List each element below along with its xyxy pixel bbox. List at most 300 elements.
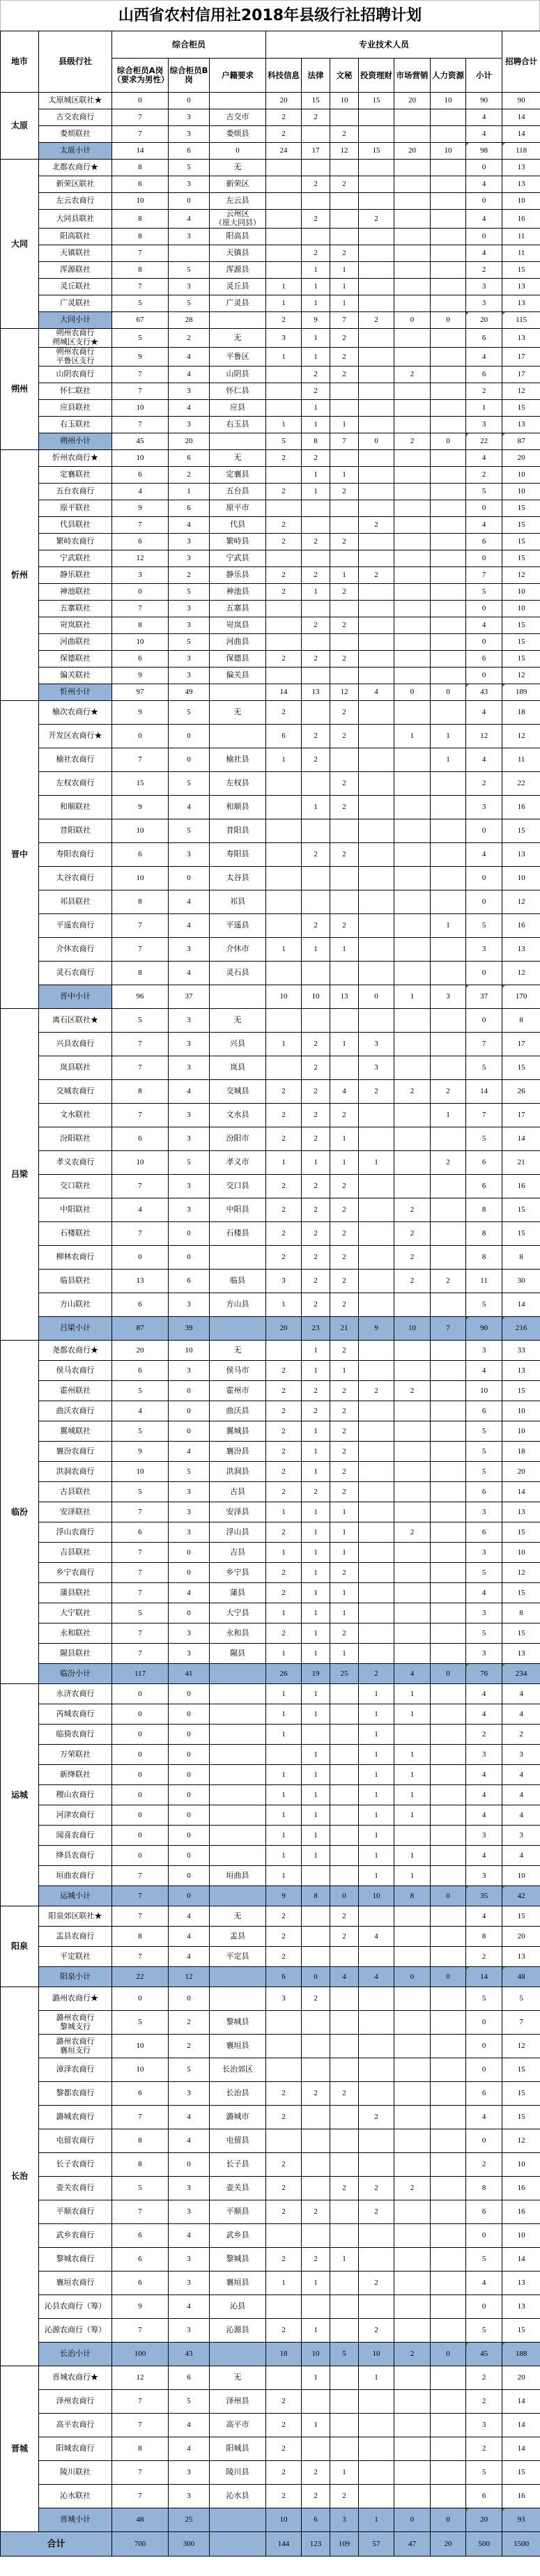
investment-cell [359,126,394,143]
teller-b-cell: 0 [169,1886,210,1906]
marketing-cell [394,1947,431,1967]
investment-cell [359,1341,394,1361]
total-cell: 216 [502,1317,540,1341]
hr-cell [431,295,466,312]
teller-b-cell: 28 [169,312,210,329]
teller-a-cell: 5 [112,2177,169,2200]
table-row [1,2200,540,2224]
total-cell: 14 [502,2248,540,2272]
bank-cell: 屯留农商行 [39,2129,112,2153]
total-cell: 15 [502,550,540,567]
bank-cell: 漳泽农商行 [39,2058,112,2082]
table-row [1,1684,540,1704]
investment-cell [359,2461,394,2485]
it-cell: 2 [266,1246,302,1270]
law-cell: 1 [302,1442,330,1462]
teller-b-cell: 5 [169,772,210,796]
hukou-cell: 无 [210,1906,266,1927]
teller-b-cell: 3 [169,1033,210,1056]
bank-cell: 交城农商行 [39,1080,112,1104]
marketing-cell: 2 [394,1522,431,1543]
teller-b-cell: 3 [169,1198,210,1222]
hr-cell [431,400,466,417]
bank-cell: 平定联社 [39,1947,112,1967]
bank-cell: 定襄联社 [39,467,112,484]
subtotal-cell: 500 [466,2532,502,2556]
secretary-cell [330,1947,359,1967]
secretary-cell: 1 [330,1543,359,1563]
it-cell [266,634,302,651]
bank-cell: 神池联社 [39,584,112,601]
law-cell [302,634,330,651]
teller-b-cell: 4 [169,2224,210,2248]
region-label: 长治 [1,1987,39,2366]
total-cell: 15 [502,1222,540,1246]
table-row [1,1947,540,1967]
table-row [1,1341,540,1361]
secretary-cell [330,819,359,843]
table-row [1,634,540,651]
bank-cell: 代县联社 [39,517,112,534]
law-cell [302,1725,330,1745]
investment-cell: 2 [359,2106,394,2129]
law-cell: 1 [302,1624,330,1644]
subtotal-cell: 2 [466,1725,502,1745]
header-law: 法律 [302,59,330,93]
it-cell: 2 [266,1401,302,1421]
hr-cell [431,1175,466,1198]
hr-cell: 0 [431,1664,466,1684]
bank-cell: 文水联社 [39,1104,112,1127]
it-cell: 2 [266,701,302,725]
law-cell: 123 [302,2532,330,2556]
secretary-cell: 1 [330,1644,359,1664]
bank-cell: 万荣联社 [39,1745,112,1765]
hr-cell [431,2437,466,2461]
total-cell: 16 [502,2200,540,2224]
bank-cell: 偏关联社 [39,668,112,684]
marketing-cell [394,450,431,467]
total-cell: 15 [502,534,540,550]
investment-cell [359,1198,394,1222]
law-cell: 1 [302,1826,330,1846]
marketing-cell [394,210,431,229]
table-row [1,890,540,914]
subtotal-cell: 3 [466,279,502,295]
teller-b-cell: 5 [169,1151,210,1175]
law-cell: 1 [302,1684,330,1704]
hr-cell: 1 [431,748,466,772]
bank-cell: 高平农商行 [39,2414,112,2437]
teller-a-cell: 8 [112,2129,169,2153]
table-row [1,450,540,467]
total-cell: 42 [502,1886,540,1906]
bank-cell: 左云农商行 [39,193,112,210]
investment-cell [359,348,394,367]
teller-a-cell: 8 [112,2153,169,2177]
teller-b-cell: 43 [169,2343,210,2366]
hukou-cell [210,1684,266,1704]
marketing-cell [394,517,431,534]
total-cell: 15 [502,1198,540,1222]
subtotal-cell: 5 [466,1056,502,1080]
hukou-cell: 古县 [210,1482,266,1502]
hr-cell [431,1246,466,1270]
teller-a-cell: 8 [112,2437,169,2461]
hr-cell [431,1522,466,1543]
it-cell: 2 [266,1624,302,1644]
total-cell: 8 [502,1246,540,1270]
law-cell: 0 [302,1967,330,1987]
subtotal-cell: 4 [466,1846,502,1866]
bank-cell: 宁武联社 [39,550,112,567]
bank-cell: 山阴农商行 [39,367,112,383]
total-cell: 12 [502,890,540,914]
bank-cell: 灵石农商行 [39,962,112,985]
teller-b-cell: 0 [169,1401,210,1421]
bank-cell: 潞城农商行 [39,2106,112,2129]
table-row [1,1198,540,1222]
investment-cell: 1 [359,1725,394,1745]
it-cell: 9 [266,1886,302,1906]
header-it: 科技信息 [266,59,302,93]
subtotal-cell: 3 [466,2414,502,2437]
subtotal-cell: 6 [466,2200,502,2224]
marketing-cell: 2 [394,2177,431,2200]
hr-cell [431,2129,466,2153]
it-cell: 2 [266,1361,302,1381]
marketing-cell [394,2390,431,2414]
it-cell: 2 [266,1127,302,1151]
table-row [1,484,540,500]
teller-a-cell: 7 [112,109,169,126]
total-cell: 16 [502,2485,540,2508]
secretary-cell: 5 [330,2343,359,2366]
subtotal-cell: 2 [466,2366,502,2390]
hukou-cell: 左云县 [210,193,266,210]
hukou-cell: 隰县 [210,1644,266,1664]
hr-cell [431,890,466,914]
teller-b-cell: 3 [169,1644,210,1664]
marketing-cell [394,1644,431,1664]
table-row [1,348,540,367]
it-cell: 2 [266,2414,302,2437]
subtotal-cell: 7 [466,1033,502,1056]
teller-a-cell: 10 [112,400,169,417]
table-row [1,2461,540,2485]
table-row [1,1502,540,1522]
table-row [1,867,540,890]
secretary-cell: 2 [330,1270,359,1293]
marketing-cell [394,1603,431,1624]
it-cell: 1 [266,1866,302,1886]
subtotal-cell: 5 [466,1563,502,1583]
subtotal-cell: 0 [466,2224,502,2248]
teller-b-cell: 5 [169,295,210,312]
teller-b-cell: 4 [169,1080,210,1104]
law-cell [302,772,330,796]
it-cell: 1 [266,1846,302,1866]
subtotal-cell: 2 [466,772,502,796]
law-cell: 1 [302,1421,330,1442]
investment-cell: 2 [359,567,394,584]
it-cell [266,500,302,517]
table-row [1,367,540,383]
total-cell: 14 [502,2437,540,2461]
hr-cell [431,1765,466,1785]
table-row [1,1745,540,1765]
subtotal-cell: 3 [466,1826,502,1846]
subtotal-cell: 35 [466,1886,502,1906]
law-cell [302,193,330,210]
it-cell: 3 [266,1270,302,1293]
bank-cell: 怀仁联社 [39,383,112,400]
teller-b-cell: 5 [169,701,210,725]
subtotal-cell: 4 [466,1684,502,1704]
table-row [1,1906,540,1927]
hr-cell [431,2414,466,2437]
hukou-cell: 岚县 [210,1056,266,1080]
marketing-cell [394,2200,431,2224]
teller-b-cell: 0 [169,1745,210,1765]
investment-cell: 4 [359,1967,394,1987]
bank-cell: 离石区联社★ [39,1009,112,1033]
hr-cell [431,1745,466,1765]
investment-cell [359,262,394,279]
bank-cell: 阳泉郊区联社★ [39,1906,112,1927]
table-row [1,819,540,843]
subtotal-cell: 4 [466,109,502,126]
hr-cell [431,1341,466,1361]
investment-cell [359,400,394,417]
total-cell: 13 [502,2295,540,2319]
investment-cell [359,796,394,819]
subtotal-cell: 0 [466,2011,502,2035]
teller-b-cell: 0 [169,1684,210,1704]
it-cell: 2 [266,2485,302,2508]
total-cell: 4 [502,1785,540,1805]
bank-cell: 临猗农商行 [39,1725,112,1745]
table-row [1,176,540,193]
investment-cell [359,1009,394,1033]
secretary-cell [330,2011,359,2035]
law-cell: 1 [302,2319,330,2343]
marketing-cell [394,229,431,245]
teller-b-cell: 300 [169,2532,210,2556]
subtotal-cell: 0 [466,193,502,210]
law-cell: 10 [302,2343,330,2366]
region-label: 大同 [1,160,39,329]
law-cell: 23 [302,1317,330,1341]
hr-cell [431,1198,466,1222]
bank-cell: 霍州联社 [39,1381,112,1401]
investment-cell: 2 [359,1664,394,1684]
secretary-cell: 2 [330,2082,359,2106]
teller-a-cell: 0 [112,1765,169,1785]
header-teller-group: 综合柜员 [112,31,266,59]
secretary-cell [330,517,359,534]
total-cell: 15 [502,1056,540,1080]
total-cell: 30 [502,1270,540,1293]
hukou-cell: 陵川县 [210,2461,266,2485]
it-cell: 1 [266,938,302,962]
hukou-cell: 阳城县 [210,2437,266,2461]
bank-cell: 五台农商行 [39,484,112,500]
total-cell: 8 [502,1009,540,1033]
hukou-cell: 交城县 [210,1080,266,1104]
teller-a-cell: 9 [112,500,169,517]
subtotal-cell: 4 [466,176,502,193]
investment-cell [359,279,394,295]
subtotal-cell: 4 [466,517,502,534]
secretary-cell [330,1009,359,1033]
secretary-cell [330,2106,359,2129]
bank-cell: 洪洞农商行 [39,1462,112,1482]
subtotal-row [1,684,540,701]
marketing-cell [394,417,431,433]
teller-a-cell: 10 [112,819,169,843]
teller-a-cell: 6 [112,843,169,867]
law-cell: 1 [302,1765,330,1785]
law-cell: 2 [302,534,330,550]
teller-a-cell: 7 [112,417,169,433]
marketing-cell [394,1104,431,1127]
subtotal-cell: 5 [466,914,502,938]
hukou-cell: 广灵县 [210,295,266,312]
subtotal-row [1,143,540,160]
total-cell: 1500 [502,2532,540,2556]
law-cell: 2 [302,748,330,772]
bank-cell: 平顺农商行 [39,2200,112,2224]
bank-cell: 和顺联社 [39,796,112,819]
hukou-cell: 阳高县 [210,229,266,245]
secretary-cell: 2 [330,914,359,938]
teller-b-cell: 3 [169,2461,210,2485]
marketing-cell [394,2011,431,2035]
bank-cell: 阳泉小计 [39,1967,112,1987]
marketing-cell [394,1725,431,1745]
subtotal-cell: 6 [466,1401,502,1421]
it-cell: 2 [266,534,302,550]
teller-b-cell: 2 [169,567,210,584]
hr-cell [431,1684,466,1704]
teller-a-cell: 8 [112,962,169,985]
law-cell [302,2390,330,2414]
hr-cell [431,245,466,262]
it-cell [266,1056,302,1080]
marketing-cell [394,2248,431,2272]
bank-cell: 柳林农商行 [39,1246,112,1270]
it-cell: 1 [266,1826,302,1846]
table-row [1,584,540,601]
marketing-cell [394,1927,431,1947]
teller-b-cell: 3 [169,1502,210,1522]
it-cell: 2 [266,2461,302,2485]
marketing-cell: 0 [394,1967,431,1987]
teller-b-cell: 0 [169,1846,210,1866]
investment-cell [359,725,394,748]
secretary-cell: 2 [330,2485,359,2508]
secretary-cell: 2 [330,126,359,143]
marketing-cell: 47 [394,2532,431,2556]
marketing-cell [394,819,431,843]
investment-cell: 1 [359,1765,394,1785]
hr-cell [431,1987,466,2011]
hukou-cell: 中阳县 [210,1198,266,1222]
subtotal-cell: 5 [466,1624,502,1644]
investment-cell: 1 [359,2508,394,2532]
total-cell: 17 [502,1033,540,1056]
teller-a-cell: 8 [112,1927,169,1947]
region-label: 太原 [1,93,39,160]
it-cell: 2 [266,1522,302,1543]
it-cell: 2 [266,1906,302,1927]
subtotal-cell: 4 [466,1583,502,1603]
teller-a-cell: 6 [112,1361,169,1381]
secretary-cell: 2 [330,534,359,550]
header-total: 招聘合计 [502,31,540,93]
subtotal-cell: 6 [466,367,502,383]
bank-cell: 古县联社 [39,1482,112,1502]
secretary-cell: 2 [330,484,359,500]
bank-cell: 安泽联社 [39,1502,112,1522]
investment-cell [359,109,394,126]
hukou-cell: 临县 [210,1270,266,1293]
total-cell: 20 [502,450,540,467]
investment-cell [359,2035,394,2058]
hukou-cell: 汾阳市 [210,1127,266,1151]
subtotal-cell: 4 [466,617,502,634]
total-cell: 4 [502,1765,540,1785]
table-row [1,701,540,725]
secretary-cell [330,400,359,417]
secretary-cell: 12 [330,684,359,701]
secretary-cell: 2 [330,1104,359,1127]
marketing-cell [394,160,431,176]
marketing-cell [394,1421,431,1442]
header-teller-b: 综合柜员B岗 [169,59,210,93]
law-cell: 2 [302,109,330,126]
investment-cell: 9 [359,1317,394,1341]
law-cell: 1 [302,484,330,500]
teller-a-cell: 7 [112,2390,169,2414]
marketing-cell [394,748,431,772]
hukou-cell [210,1987,266,2011]
marketing-cell [394,962,431,985]
investment-cell [359,1246,394,1270]
teller-b-cell: 3 [169,2485,210,2508]
bank-cell: 北都农商行★ [39,160,112,176]
subtotal-row [1,2343,540,2366]
secretary-cell [330,1765,359,1785]
bank-cell: 吉县联社 [39,1543,112,1563]
total-cell: 11 [502,748,540,772]
table-row [1,160,540,176]
teller-a-cell: 7 [112,1502,169,1522]
teller-b-cell: 5 [169,2058,210,2082]
teller-b-cell: 3 [169,1127,210,1151]
hr-cell [431,1846,466,1866]
teller-b-cell: 39 [169,1317,210,1341]
secretary-cell [330,550,359,567]
bank-cell: 闻喜农商行 [39,1826,112,1846]
hukou-cell: 垣曲县 [210,1866,266,1886]
it-cell: 1 [266,1805,302,1826]
hukou-cell: 长子县 [210,2153,266,2177]
it-cell [266,2129,302,2153]
teller-b-cell: 10 [169,1341,210,1361]
teller-b-cell: 4 [169,2437,210,2461]
